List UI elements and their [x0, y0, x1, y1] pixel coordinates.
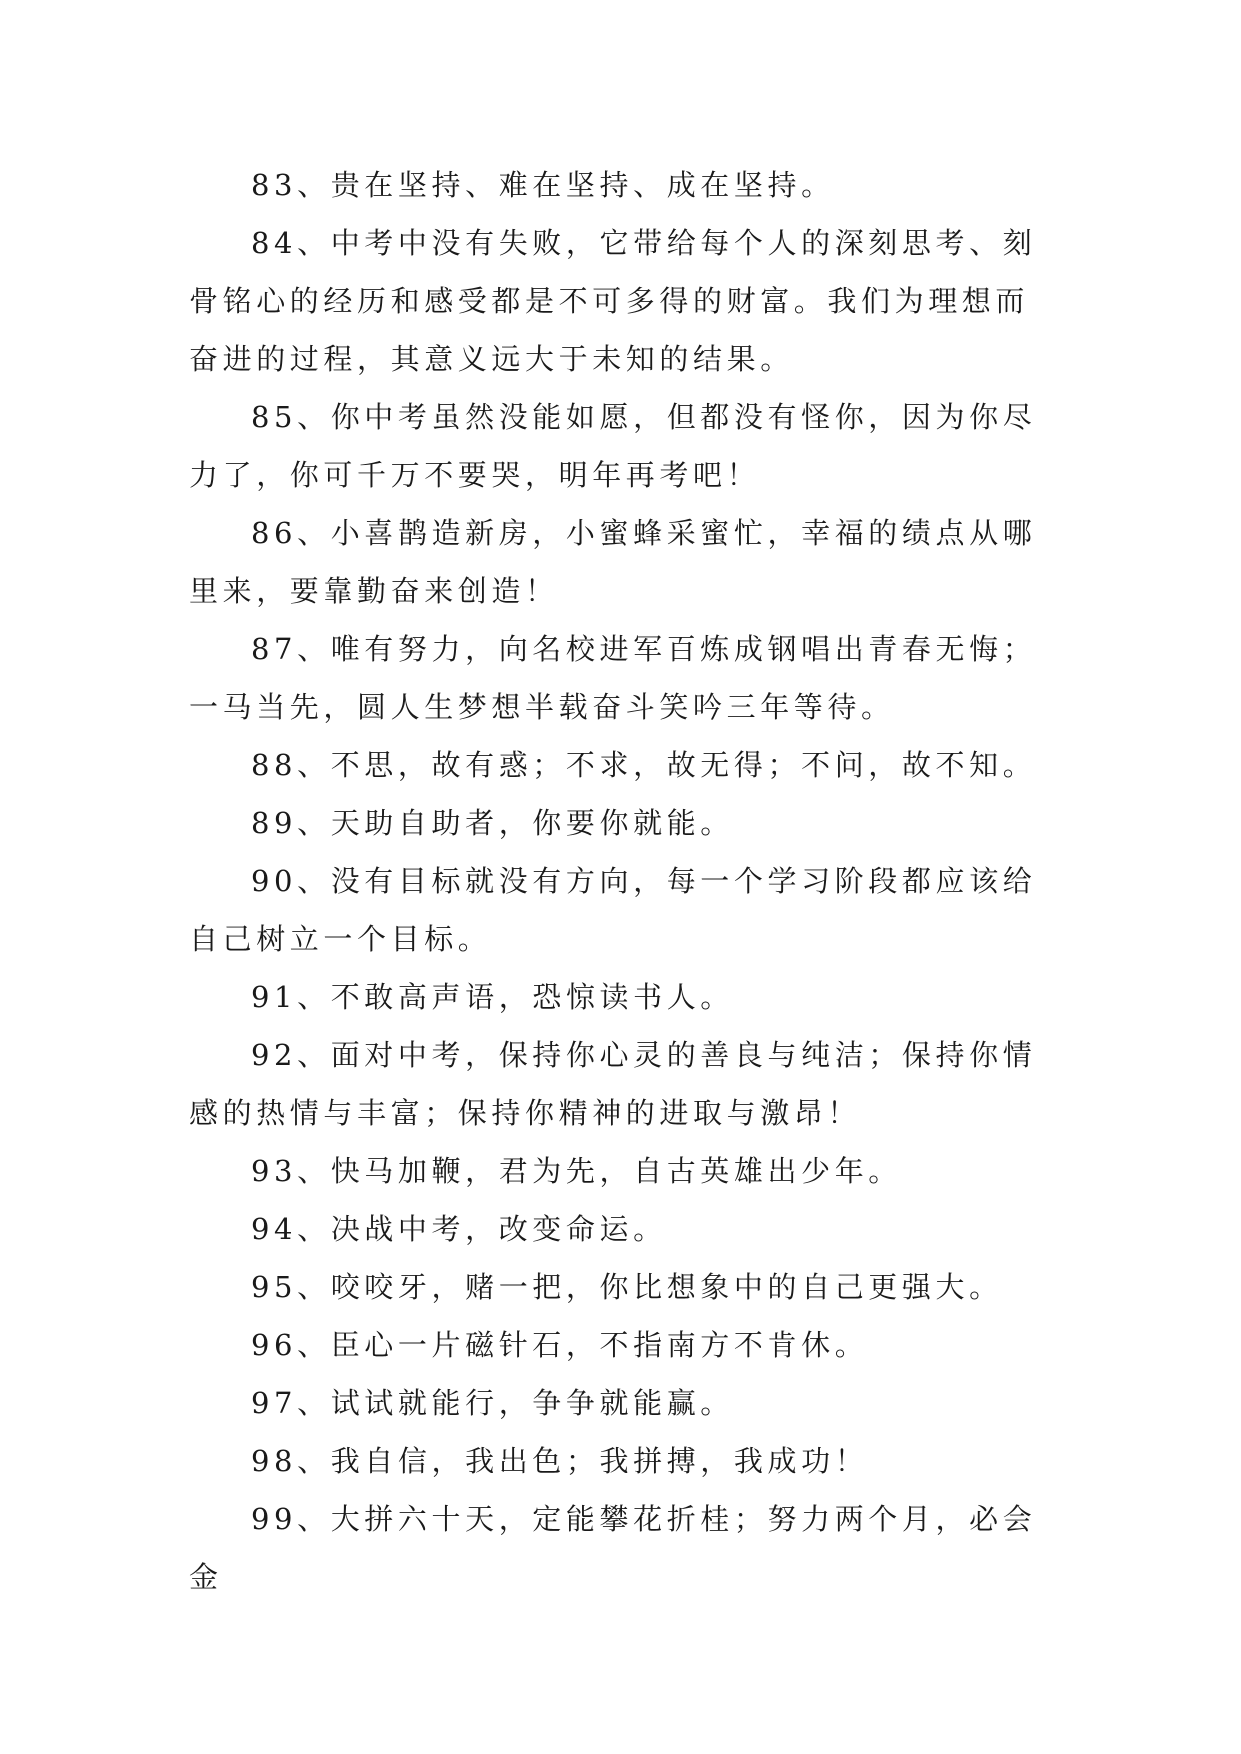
paragraph-85: 85、你中考虽然没能如愿，但都没有怪你，因为你尽力了，你可千万不要哭，明年再考吧！ [189, 400, 1037, 492]
paragraph-86: 86、小喜鹊造新房，小蜜蜂采蜜忙，幸福的绩点从哪里来，要靠勤奋来创造！ [189, 516, 1037, 608]
paragraph-92: 92、面对中考，保持你心灵的善良与纯洁；保持你情感的热情与丰富；保持你精神的进取与激昂！ [189, 1038, 1037, 1130]
paragraph-91: 91、不敢高声语，恐惊读书人。 [251, 980, 734, 1014]
paragraph-90: 90、没有目标就没有方向，每一个学习阶段都应该给自己树立一个目标。 [189, 864, 1037, 956]
paragraph-88: 88、不思，故有惑；不求，故无得；不问，故不知。 [251, 748, 1037, 782]
paragraph-96: 96、臣心一片磁针石，不指南方不肯休。 [251, 1328, 869, 1362]
paragraph-83: 83、贵在坚持、难在坚持、成在坚持。 [251, 168, 835, 202]
paragraph-84: 84、中考中没有失败，它带给每个人的深刻思考、刻骨铭心的经历和感受都是不可多得的财富。我们为理想而奋进的过程，其意义远大于未知的结果。 [189, 226, 1037, 376]
paragraph-94: 94、决战中考，改变命运。 [251, 1212, 667, 1246]
paragraph-97: 97、试试就能行，争争就能赢。 [251, 1386, 734, 1420]
paragraph-95: 95、咬咬牙，赌一把，你比想象中的自己更强大。 [251, 1270, 1003, 1304]
paragraph-87: 87、唯有努力，向名校进军百炼成钢唱出青春无悔；一马当先，圆人生梦想半载奋斗笑吟三年等待。 [189, 632, 1037, 724]
paragraph-99: 99、大拼六十天，定能攀花折桂；努力两个月，必会金 [189, 1502, 1037, 1594]
paragraph-89: 89、天助自助者，你要你就能。 [251, 806, 734, 840]
paragraph-93: 93、快马加鞭，君为先，自古英雄出少年。 [251, 1154, 902, 1188]
paragraph-98: 98、我自信，我出色；我拼搏，我成功！ [251, 1444, 869, 1478]
document-body [189, 156, 1049, 1606]
